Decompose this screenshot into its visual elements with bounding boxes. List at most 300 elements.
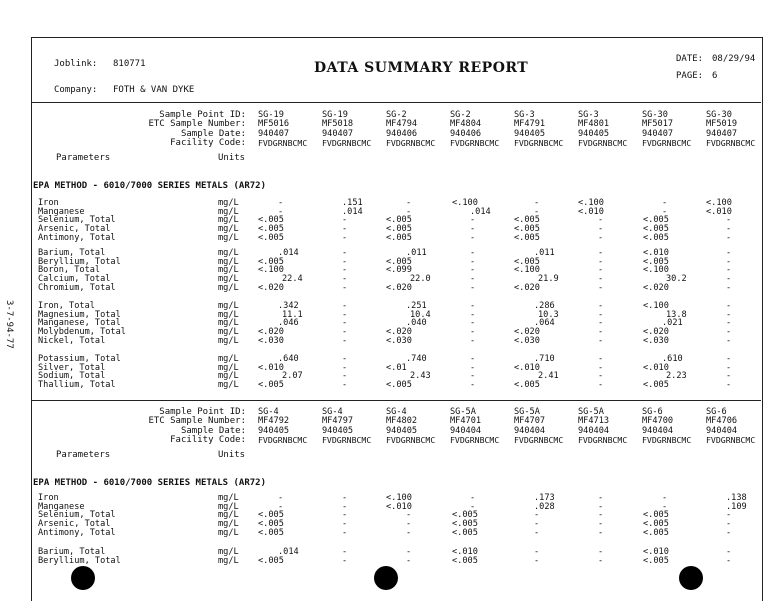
date-label: DATE: bbox=[676, 54, 704, 64]
result-cell: - bbox=[342, 362, 348, 373]
unit-value: mg/L bbox=[218, 493, 239, 503]
result-cell: <.010 bbox=[643, 248, 669, 258]
unit-value: mg/L bbox=[218, 248, 239, 258]
result-cell: - bbox=[342, 224, 348, 235]
result-cell: - bbox=[598, 380, 604, 391]
result-cell: - bbox=[662, 206, 668, 217]
result-cell: .064 bbox=[534, 318, 555, 329]
result-cell: <.005 bbox=[643, 555, 669, 566]
sample-header-cell: MF4700 bbox=[642, 416, 674, 427]
sample-header-cell: SG-4 bbox=[258, 407, 279, 417]
result-cell: <.100 bbox=[258, 265, 284, 276]
result-cell: - bbox=[342, 547, 348, 557]
result-cell: - bbox=[342, 232, 348, 243]
company-label: Company: bbox=[54, 85, 98, 95]
result-cell: - bbox=[470, 301, 476, 311]
result-cell: - bbox=[598, 555, 604, 566]
sample-header-cell: 940407 bbox=[258, 128, 290, 139]
result-cell: 10.3 bbox=[538, 309, 559, 320]
result-cell: <.005 bbox=[258, 519, 284, 530]
sample-header-cell: 940407 bbox=[642, 128, 674, 139]
result-cell: - bbox=[470, 362, 476, 373]
parameter-name: Antimony, Total bbox=[38, 232, 116, 243]
result-cell: - bbox=[662, 501, 668, 512]
parameter-name: Magnesium, Total bbox=[38, 309, 121, 320]
result-cell: 2.43 bbox=[410, 371, 431, 382]
sample-header-cell: MF4802 bbox=[386, 416, 418, 427]
result-cell: <.020 bbox=[514, 282, 540, 293]
parameter-name: Manganese bbox=[38, 206, 85, 217]
result-cell: 22.4 bbox=[282, 274, 303, 285]
sample-header-cell: FVDGRNBCMC bbox=[642, 434, 692, 445]
result-cell: <.020 bbox=[258, 282, 284, 293]
result-cell: - bbox=[598, 362, 604, 373]
result-cell: <.020 bbox=[514, 327, 540, 338]
sample-header-cell: FVDGRNBCMC bbox=[450, 434, 500, 445]
result-cell: .014 bbox=[342, 206, 363, 217]
result-cell: - bbox=[470, 248, 476, 258]
result-cell: - bbox=[598, 265, 604, 276]
parameter-name: Nickel, Total bbox=[38, 335, 106, 346]
page-label: PAGE: bbox=[676, 71, 704, 81]
parameter-name: Calcium, Total bbox=[38, 274, 111, 285]
sample-header-label: Sample Point ID: bbox=[159, 407, 246, 417]
sample-header-cell: FVDGRNBCMC bbox=[322, 434, 372, 445]
sample-header-cell: SG-4 bbox=[322, 407, 343, 417]
result-cell: - bbox=[470, 215, 476, 226]
result-cell: <.020 bbox=[643, 327, 669, 338]
joblink-value: 810771 bbox=[113, 59, 146, 69]
parameter-name: Manganese bbox=[38, 501, 85, 512]
parameter-name: Beryllium, Total bbox=[38, 256, 121, 267]
sample-header-cell: 940406 bbox=[450, 128, 482, 139]
result-cell: <.010 bbox=[643, 547, 669, 557]
unit-value: mg/L bbox=[218, 224, 239, 235]
result-cell: - bbox=[726, 301, 732, 311]
result-cell: - bbox=[342, 327, 348, 338]
parameter-name: Iron bbox=[38, 198, 59, 208]
result-cell: - bbox=[534, 555, 540, 566]
result-cell: - bbox=[598, 309, 604, 320]
result-cell: <.005 bbox=[452, 519, 478, 530]
result-cell: - bbox=[726, 224, 732, 235]
parameter-name: Potassium, Total bbox=[38, 354, 121, 364]
report-title: DATA SUMMARY REPORT bbox=[314, 60, 529, 76]
sample-header-cell: MF4792 bbox=[258, 416, 290, 427]
result-cell: <.005 bbox=[258, 510, 284, 521]
result-cell: .014 bbox=[470, 206, 491, 217]
result-cell: <.005 bbox=[643, 256, 669, 267]
sample-header-label: ETC Sample Number: bbox=[148, 119, 246, 130]
result-cell: <.005 bbox=[452, 527, 478, 538]
result-cell: - bbox=[534, 198, 540, 208]
sample-header-cell: 940407 bbox=[322, 128, 354, 139]
result-cell: <.010 bbox=[258, 362, 284, 373]
result-cell: <.010 bbox=[706, 206, 732, 217]
result-cell: .014 bbox=[278, 547, 299, 557]
result-cell: <.005 bbox=[643, 215, 669, 226]
result-cell: .286 bbox=[534, 301, 555, 311]
result-cell: - bbox=[726, 555, 732, 566]
result-cell: <.030 bbox=[643, 335, 669, 346]
result-cell: .021 bbox=[662, 318, 683, 329]
result-cell: - bbox=[406, 198, 412, 208]
sample-header-label: Sample Date: bbox=[180, 425, 246, 436]
sample-header-cell: 940404 bbox=[450, 425, 482, 436]
result-cell: - bbox=[598, 327, 604, 338]
result-cell: <.005 bbox=[643, 232, 669, 243]
result-cell: <.100 bbox=[514, 265, 540, 276]
result-cell: - bbox=[470, 224, 476, 235]
sample-header-cell: MF4804 bbox=[450, 119, 482, 130]
parameter-name: Selenium, Total bbox=[38, 215, 116, 226]
result-cell: - bbox=[726, 309, 732, 320]
result-cell: <.020 bbox=[258, 327, 284, 338]
sample-header-cell: SG-30 bbox=[706, 110, 732, 120]
result-cell: - bbox=[470, 256, 476, 267]
result-cell: .710 bbox=[534, 354, 555, 364]
result-cell: - bbox=[598, 354, 604, 364]
unit-value: mg/L bbox=[218, 335, 239, 346]
result-cell: - bbox=[278, 198, 284, 208]
result-cell: .610 bbox=[662, 354, 683, 364]
sample-header-cell: FVDGRNBCMC bbox=[258, 434, 308, 445]
result-cell: - bbox=[278, 206, 284, 217]
parameter-name: Barium, Total bbox=[38, 547, 106, 557]
result-cell: 10.4 bbox=[410, 309, 431, 320]
result-cell: .138 bbox=[726, 493, 747, 503]
result-cell: <.100 bbox=[578, 198, 604, 208]
result-cell: <.100 bbox=[452, 198, 478, 208]
result-cell: - bbox=[342, 510, 348, 521]
result-cell: - bbox=[726, 256, 732, 267]
result-cell: .740 bbox=[406, 354, 427, 364]
unit-value: mg/L bbox=[218, 371, 239, 382]
result-cell: .173 bbox=[534, 493, 555, 503]
sample-header-cell: FVDGRNBCMC bbox=[578, 434, 628, 445]
result-cell: - bbox=[598, 248, 604, 258]
result-cell: - bbox=[662, 198, 668, 208]
result-cell: <.030 bbox=[258, 335, 284, 346]
sample-header-cell: SG-4 bbox=[386, 407, 407, 417]
result-cell: - bbox=[598, 224, 604, 235]
result-cell: - bbox=[534, 206, 540, 217]
result-cell: 2.41 bbox=[538, 371, 559, 382]
result-cell: - bbox=[726, 380, 732, 391]
result-cell: - bbox=[726, 547, 732, 557]
sample-header-label: ETC Sample Number: bbox=[148, 416, 246, 427]
result-cell: - bbox=[598, 371, 604, 382]
date-value: 08/29/94 bbox=[712, 54, 756, 64]
parameter-name: Manganese, Total bbox=[38, 318, 121, 329]
result-cell: - bbox=[342, 335, 348, 346]
result-cell: <.01 bbox=[386, 362, 407, 373]
parameter-name: Silver, Total bbox=[38, 362, 106, 373]
binder-hole bbox=[71, 566, 95, 590]
unit-value: mg/L bbox=[218, 198, 239, 208]
result-cell: - bbox=[470, 309, 476, 320]
sample-header-cell: SG-2 bbox=[450, 110, 471, 120]
parameter-name: Boron, Total bbox=[38, 265, 101, 276]
result-cell: .109 bbox=[726, 501, 747, 512]
sample-header-cell: FVDGRNBCMC bbox=[386, 137, 436, 148]
sample-header-cell: MF4707 bbox=[514, 416, 546, 427]
result-cell: - bbox=[726, 274, 732, 285]
sample-header-cell: 940404 bbox=[514, 425, 546, 436]
header-divider bbox=[31, 102, 761, 103]
result-cell: - bbox=[726, 527, 732, 538]
units-heading: Units bbox=[218, 153, 246, 163]
result-cell: - bbox=[342, 301, 348, 311]
sample-header-cell: MF5017 bbox=[642, 119, 674, 130]
result-cell: - bbox=[342, 354, 348, 364]
sample-header-label: Facility Code: bbox=[170, 137, 246, 148]
result-cell: <.100 bbox=[643, 265, 669, 276]
result-cell: .028 bbox=[534, 501, 555, 512]
result-cell: - bbox=[598, 301, 604, 311]
sample-header-cell: MF4706 bbox=[706, 416, 738, 427]
joblink-label: Joblink: bbox=[54, 59, 98, 69]
result-cell: - bbox=[406, 519, 412, 530]
result-cell: - bbox=[598, 215, 604, 226]
unit-value: mg/L bbox=[218, 510, 239, 521]
result-cell: 21.9 bbox=[538, 274, 559, 285]
sample-header-label: Sample Point ID: bbox=[159, 110, 246, 120]
result-cell: <.005 bbox=[258, 232, 284, 243]
sample-header-cell: MF5019 bbox=[706, 119, 738, 130]
result-cell: - bbox=[598, 501, 604, 512]
unit-value: mg/L bbox=[218, 256, 239, 267]
result-cell: .342 bbox=[278, 301, 299, 311]
result-cell: .151 bbox=[342, 198, 363, 208]
result-cell: <.005 bbox=[643, 380, 669, 391]
result-cell: - bbox=[726, 265, 732, 276]
result-cell: <.005 bbox=[643, 510, 669, 521]
result-cell: 13.8 bbox=[666, 309, 687, 320]
result-cell: <.010 bbox=[386, 501, 412, 512]
result-cell: - bbox=[342, 265, 348, 276]
result-cell: - bbox=[726, 215, 732, 226]
result-cell: <.005 bbox=[514, 380, 540, 391]
sample-header-cell: FVDGRNBCMC bbox=[642, 137, 692, 148]
sample-header-cell: 940405 bbox=[578, 128, 610, 139]
sample-header-cell: FVDGRNBCMC bbox=[706, 137, 756, 148]
units-heading: Units bbox=[218, 450, 246, 460]
result-cell: - bbox=[342, 555, 348, 566]
parameter-name: Sodium, Total bbox=[38, 371, 106, 382]
result-cell: - bbox=[342, 519, 348, 530]
result-cell: .251 bbox=[406, 301, 427, 311]
result-cell: .040 bbox=[406, 318, 427, 329]
sample-header-cell: SG-19 bbox=[322, 110, 348, 120]
result-cell: - bbox=[534, 527, 540, 538]
result-cell: - bbox=[342, 371, 348, 382]
company-value: FOTH & VAN DYKE bbox=[113, 85, 195, 95]
sample-header-cell: SG-30 bbox=[642, 110, 668, 120]
result-cell: - bbox=[342, 501, 348, 512]
unit-value: mg/L bbox=[218, 301, 239, 311]
parameter-name: Chromium, Total bbox=[38, 282, 116, 293]
sample-header-cell: SG-3 bbox=[514, 110, 535, 120]
result-cell: <.005 bbox=[258, 256, 284, 267]
result-cell: - bbox=[342, 282, 348, 293]
result-cell: 11.1 bbox=[282, 309, 303, 320]
sample-header-cell: FVDGRNBCMC bbox=[514, 434, 564, 445]
sample-header-cell: MF5018 bbox=[322, 119, 354, 130]
result-cell: - bbox=[342, 493, 348, 503]
page-number: 6 bbox=[712, 71, 718, 81]
parameters-heading: Parameters bbox=[56, 153, 111, 163]
result-cell: - bbox=[406, 547, 412, 557]
result-cell: - bbox=[726, 318, 732, 329]
sample-header-cell: MF5016 bbox=[258, 119, 290, 130]
result-cell: - bbox=[470, 371, 476, 382]
result-cell: 2.07 bbox=[282, 371, 303, 382]
sample-header-cell: FVDGRNBCMC bbox=[578, 137, 628, 148]
parameter-name: Beryllium, Total bbox=[38, 555, 121, 566]
result-cell: - bbox=[342, 527, 348, 538]
sample-header-label: Sample Date: bbox=[180, 128, 246, 139]
result-cell: <.005 bbox=[643, 224, 669, 235]
result-cell: - bbox=[470, 327, 476, 338]
result-cell: <.100 bbox=[386, 493, 412, 503]
result-cell: <.005 bbox=[386, 224, 412, 235]
binder-hole bbox=[374, 566, 398, 590]
sample-header-cell: SG-5A bbox=[514, 407, 540, 417]
result-cell: - bbox=[470, 335, 476, 346]
method-heading: EPA METHOD - 6010/7000 SERIES METALS (AR72) bbox=[33, 181, 266, 191]
result-cell: 2.23 bbox=[666, 371, 687, 382]
result-cell: - bbox=[342, 309, 348, 320]
result-cell: <.005 bbox=[258, 527, 284, 538]
result-cell: <.005 bbox=[386, 256, 412, 267]
result-cell: - bbox=[726, 354, 732, 364]
result-cell: <.005 bbox=[452, 555, 478, 566]
sample-header-cell: MF4713 bbox=[578, 416, 610, 427]
unit-value: mg/L bbox=[218, 265, 239, 276]
result-cell: - bbox=[726, 371, 732, 382]
unit-value: mg/L bbox=[218, 380, 239, 391]
result-cell: - bbox=[726, 335, 732, 346]
sample-header-cell: MF4701 bbox=[450, 416, 482, 427]
result-cell: - bbox=[726, 510, 732, 521]
result-cell: <.005 bbox=[258, 380, 284, 391]
result-cell: - bbox=[534, 519, 540, 530]
result-cell: <.100 bbox=[706, 198, 732, 208]
result-cell: <.005 bbox=[514, 256, 540, 267]
result-cell: - bbox=[470, 265, 476, 276]
unit-value: mg/L bbox=[218, 527, 239, 538]
parameter-name: Barium, Total bbox=[38, 248, 106, 258]
result-cell: - bbox=[342, 248, 348, 258]
result-cell: <.020 bbox=[386, 282, 412, 293]
result-cell: - bbox=[726, 519, 732, 530]
result-cell: - bbox=[470, 274, 476, 285]
result-cell: <.030 bbox=[514, 335, 540, 346]
result-cell: - bbox=[598, 547, 604, 557]
result-cell: - bbox=[598, 527, 604, 538]
parameter-name: Thallium, Total bbox=[38, 380, 116, 391]
unit-value: mg/L bbox=[218, 232, 239, 243]
sample-header-cell: FVDGRNBCMC bbox=[386, 434, 436, 445]
parameter-name: Molybdenum, Total bbox=[38, 327, 126, 338]
result-cell: - bbox=[726, 232, 732, 243]
result-cell: - bbox=[726, 282, 732, 293]
result-cell: <.020 bbox=[386, 327, 412, 338]
method-heading: EPA METHOD - 6010/7000 SERIES METALS (AR72) bbox=[33, 478, 266, 488]
result-cell: .011 bbox=[406, 248, 427, 258]
parameter-name: Iron, Total bbox=[38, 301, 95, 311]
result-cell: - bbox=[598, 335, 604, 346]
result-cell: .046 bbox=[278, 318, 299, 329]
result-cell: <.005 bbox=[386, 232, 412, 243]
parameter-name: Antimony, Total bbox=[38, 527, 116, 538]
result-cell: - bbox=[534, 547, 540, 557]
parameter-name: Selenium, Total bbox=[38, 510, 116, 521]
result-cell: <.005 bbox=[386, 215, 412, 226]
sample-header-cell: MF4794 bbox=[386, 119, 418, 130]
sample-header-cell: SG-5A bbox=[578, 407, 604, 417]
result-cell: - bbox=[470, 501, 476, 512]
sample-header-label: Facility Code: bbox=[170, 434, 246, 445]
sample-header-cell: 940406 bbox=[386, 128, 418, 139]
result-cell: - bbox=[598, 256, 604, 267]
sample-header-cell: SG-19 bbox=[258, 110, 284, 120]
sample-header-cell: SG-6 bbox=[642, 407, 663, 417]
result-cell: - bbox=[470, 493, 476, 503]
unit-value: mg/L bbox=[218, 215, 239, 226]
result-cell: - bbox=[598, 232, 604, 243]
result-cell: <.005 bbox=[452, 510, 478, 521]
sample-header-cell: SG-6 bbox=[706, 407, 727, 417]
result-cell: - bbox=[598, 510, 604, 521]
result-cell: <.005 bbox=[386, 380, 412, 391]
unit-value: mg/L bbox=[218, 206, 239, 217]
sample-header-cell: FVDGRNBCMC bbox=[322, 137, 372, 148]
result-cell: <.005 bbox=[258, 215, 284, 226]
sample-header-cell: MF4797 bbox=[322, 416, 354, 427]
sample-header-cell: 940405 bbox=[258, 425, 290, 436]
result-cell: - bbox=[662, 493, 668, 503]
result-cell: <.010 bbox=[514, 362, 540, 373]
result-cell: 30.2 bbox=[666, 274, 687, 285]
result-cell: <.005 bbox=[643, 527, 669, 538]
sample-header-cell: MF4801 bbox=[578, 119, 610, 130]
result-cell: <.005 bbox=[514, 215, 540, 226]
result-cell: - bbox=[470, 318, 476, 329]
sample-header-cell: 940405 bbox=[514, 128, 546, 139]
sample-header-cell: SG-5A bbox=[450, 407, 476, 417]
result-cell: <.100 bbox=[643, 301, 669, 311]
sample-header-cell: SG-2 bbox=[386, 110, 407, 120]
section-divider bbox=[31, 400, 761, 401]
unit-value: mg/L bbox=[218, 274, 239, 285]
result-cell: .014 bbox=[278, 248, 299, 258]
unit-value: mg/L bbox=[218, 519, 239, 530]
result-cell: <.010 bbox=[643, 362, 669, 373]
result-cell: - bbox=[342, 380, 348, 391]
result-cell: <.005 bbox=[514, 232, 540, 243]
result-cell: - bbox=[598, 519, 604, 530]
result-cell: <.010 bbox=[578, 206, 604, 217]
result-cell: <.020 bbox=[643, 282, 669, 293]
result-cell: - bbox=[598, 274, 604, 285]
result-cell: - bbox=[342, 215, 348, 226]
result-cell: <.010 bbox=[452, 547, 478, 557]
result-cell: - bbox=[278, 501, 284, 512]
result-cell: <.030 bbox=[386, 335, 412, 346]
result-cell: - bbox=[598, 282, 604, 293]
